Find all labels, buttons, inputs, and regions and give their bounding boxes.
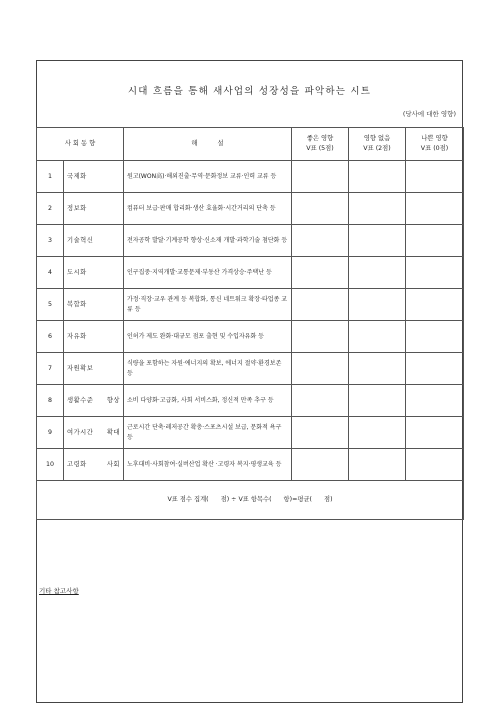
row-description: 가정·직장·교우 관계 등 복합화, 통신 네트워크 확장·타업종 교류 등	[124, 289, 292, 321]
check-none-cell[interactable]	[349, 225, 406, 257]
header-none-line1: 영향 없음	[363, 135, 391, 142]
check-good-cell[interactable]	[292, 449, 349, 481]
header-trend: 사 회 동 향	[37, 128, 124, 161]
check-good-cell[interactable]	[292, 161, 349, 193]
sheet-title: 시대 흐름을 통해 새사업의 성장성을 파악하는 시트	[127, 86, 372, 97]
header-good-line2: V표 (5점)	[306, 145, 334, 152]
row-trend: 도시화	[64, 257, 124, 289]
table-body	[37, 161, 464, 481]
row-trend: 자유화	[64, 321, 124, 353]
row-trend: 자원확보	[64, 353, 124, 385]
etc-notes-label: 기타 참고사항	[39, 587, 79, 595]
row-trend: 생활수준 향상	[64, 385, 124, 417]
header-bad	[406, 128, 464, 161]
check-good-cell[interactable]	[292, 193, 349, 225]
table-row	[37, 449, 464, 481]
table-row	[37, 257, 464, 289]
check-good-cell[interactable]	[292, 289, 349, 321]
check-none-cell[interactable]	[349, 321, 406, 353]
check-bad-cell[interactable]	[406, 417, 464, 449]
row-trend: 고령화 사회	[64, 449, 124, 481]
header-bad-line2: V표 (0점)	[420, 145, 449, 152]
sheet-subtitle: (당사에 대한 영향)	[402, 110, 456, 118]
check-none-cell[interactable]	[349, 417, 406, 449]
header-none	[349, 128, 406, 161]
check-bad-cell[interactable]	[406, 289, 464, 321]
trend-table	[36, 127, 464, 520]
row-description: 인구집중·지역개발·교통문제·부동산 가격상승·주택난 등	[124, 257, 292, 289]
row-description: 근로시간 단축·레저공간 확충·스포츠시설 보급, 문화적 욕구 등	[124, 417, 292, 449]
header-good-line1: 좋은 영향	[306, 135, 334, 142]
check-bad-cell[interactable]	[406, 193, 464, 225]
check-bad-cell[interactable]	[406, 257, 464, 289]
row-trend: 정보화	[64, 193, 124, 225]
row-number: 6	[37, 321, 64, 353]
check-good-cell[interactable]	[292, 417, 349, 449]
table-row	[37, 385, 464, 417]
check-none-cell[interactable]	[349, 289, 406, 321]
row-description: 인허가 제도 완화·대규모 점포 출현 및 수입자유화 등	[124, 321, 292, 353]
check-none-cell[interactable]	[349, 161, 406, 193]
row-description: 전자공학 발달·기계공학 향상·신소재 개발·과학기술 첨단화 등	[124, 225, 292, 257]
row-number: 10	[37, 449, 64, 481]
header-none-line2: V표 (2점)	[363, 145, 391, 152]
check-good-cell[interactable]	[292, 321, 349, 353]
check-good-cell[interactable]	[292, 257, 349, 289]
header-good	[292, 128, 349, 161]
row-number: 8	[37, 385, 64, 417]
check-bad-cell[interactable]	[406, 385, 464, 417]
table-row	[37, 193, 464, 225]
header-desc: 해 설	[124, 128, 292, 161]
check-bad-cell[interactable]	[406, 449, 464, 481]
table-row	[37, 289, 464, 321]
table-row	[37, 353, 464, 385]
check-none-cell[interactable]	[349, 449, 406, 481]
check-good-cell[interactable]	[292, 353, 349, 385]
row-trend: 국제화	[64, 161, 124, 193]
check-none-cell[interactable]	[349, 385, 406, 417]
summary-row	[37, 481, 464, 520]
row-description: 컴퓨터 보급·판매 합리화·생산 효율화·시간거리의 단축 등	[124, 193, 292, 225]
sheet-frame	[36, 60, 463, 703]
table-row	[37, 321, 464, 353]
summary-text: V표 점수 집계( 점) ÷ V표 항목수( 항)=평균( 점)	[37, 481, 464, 520]
check-bad-cell[interactable]	[406, 225, 464, 257]
row-description: 식량을 포함하는 자원·에너지의 확보, 에너지 절약·환경보존 등	[124, 353, 292, 385]
row-number: 2	[37, 193, 64, 225]
check-good-cell[interactable]	[292, 385, 349, 417]
check-bad-cell[interactable]	[406, 353, 464, 385]
header-bad-line1: 나쁜 영향	[421, 135, 448, 142]
row-number: 1	[37, 161, 64, 193]
row-description: 노후대비·사회참여·실버산업 확산 ·고령자 복지·평생교육 등	[124, 449, 292, 481]
check-good-cell[interactable]	[292, 225, 349, 257]
table-header-row	[37, 128, 464, 161]
check-bad-cell[interactable]	[406, 321, 464, 353]
row-number: 9	[37, 417, 64, 449]
row-description: 원고(WON高)·해외진출·무역·문화정보 교류·인력 교류 등	[124, 161, 292, 193]
table-row	[37, 417, 464, 449]
row-trend: 여가시간 확대	[64, 417, 124, 449]
check-bad-cell[interactable]	[406, 161, 464, 193]
table-row	[37, 161, 464, 193]
table-row	[37, 225, 464, 257]
row-number: 4	[37, 257, 64, 289]
row-description: 소비 다양화·고급화, 사회 서비스화, 정신적 만족 추구 등	[124, 385, 292, 417]
row-number: 3	[37, 225, 64, 257]
row-number: 7	[37, 353, 64, 385]
check-none-cell[interactable]	[349, 353, 406, 385]
check-none-cell[interactable]	[349, 257, 406, 289]
row-trend: 복합화	[64, 289, 124, 321]
row-number: 5	[37, 289, 64, 321]
check-none-cell[interactable]	[349, 193, 406, 225]
row-trend: 기술혁신	[64, 225, 124, 257]
